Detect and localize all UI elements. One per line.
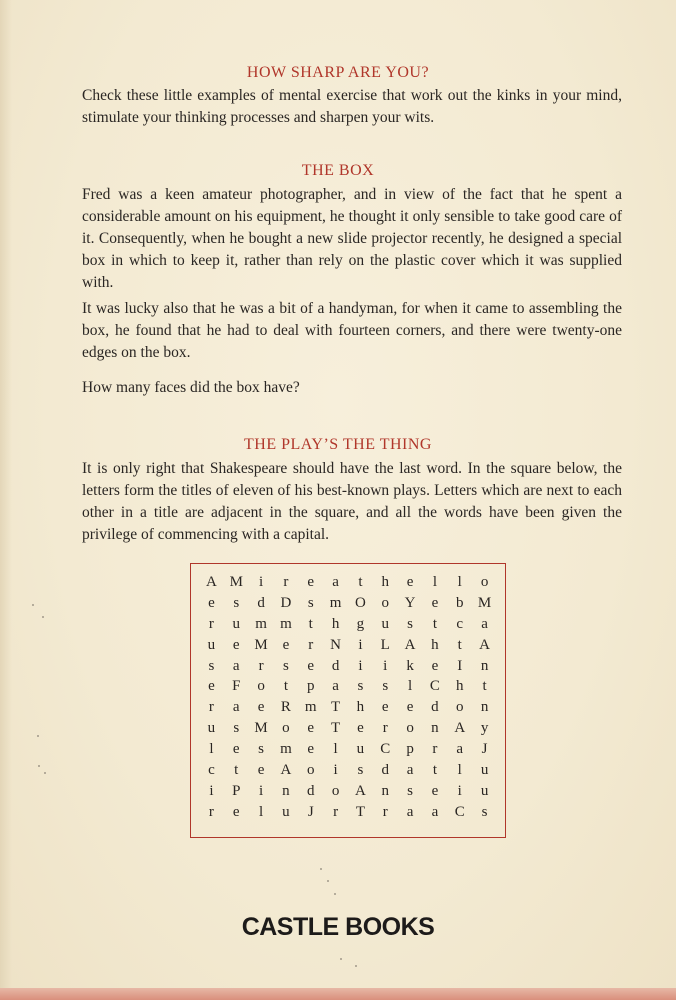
grid-letter: b <box>455 594 464 611</box>
grid-letter: i <box>358 636 363 653</box>
grid-letter: Y <box>404 594 416 611</box>
grid-letter: e <box>232 741 240 758</box>
grid-letter: i <box>333 762 338 779</box>
grid-letter: m <box>255 615 267 632</box>
letter-grid <box>199 572 497 823</box>
grid-letter: d <box>431 699 439 716</box>
grid-letter: r <box>382 803 388 820</box>
grid-letter: A <box>280 762 292 779</box>
grid-letter: a <box>406 762 414 779</box>
grid-letter: e <box>208 594 215 611</box>
grid-letter: l <box>457 574 462 590</box>
grid-letter: t <box>457 636 462 653</box>
grid-letter: s <box>407 615 413 632</box>
grid-letter: i <box>258 574 264 590</box>
grid-letter: s <box>233 720 240 737</box>
grid-letter: L <box>380 636 390 653</box>
grid-letter: h <box>431 636 439 653</box>
box-paragraph-2: It was lucky also that he was a bit of a handyman, for when it came to assembling the box, he found that he had to deal with fourteen corners, and there were twenty-one edges on the box. <box>82 300 622 361</box>
spine-shadow <box>0 0 12 1000</box>
grid-letter: i <box>209 782 214 799</box>
grid-letter: e <box>307 574 315 590</box>
grid-letter: M <box>254 720 268 737</box>
grid-letter: s <box>282 657 289 674</box>
grid-letter: h <box>455 678 464 695</box>
grid-letter: s <box>357 762 364 779</box>
grid-letter: a <box>406 803 414 820</box>
grid-letter: r <box>208 803 214 820</box>
grid-letter: M <box>254 636 268 653</box>
grid-letter: o <box>282 720 290 737</box>
section-title-how-sharp: HOW SHARP ARE YOU? <box>246 64 430 81</box>
grid-letter: t <box>234 762 239 779</box>
grid-letter: h <box>381 574 389 590</box>
grid-letter: I <box>457 657 463 674</box>
grid-letter: N <box>330 636 341 653</box>
grid-letter: y <box>480 720 489 737</box>
grid-letter: c <box>456 615 464 632</box>
grid-letter: M <box>477 594 492 611</box>
grid-letter: T <box>330 720 341 737</box>
grid-letter: a <box>332 574 339 590</box>
grid-letter: u <box>207 636 216 653</box>
letter-grid-frame <box>190 563 506 838</box>
grid-letter: u <box>480 762 489 779</box>
print-speck <box>42 616 44 618</box>
section-title-the-play: THE PLAY’S THE THING <box>244 436 432 453</box>
grid-letter: i <box>457 782 462 799</box>
print-speck <box>44 772 46 774</box>
grid-letter: u <box>207 720 216 737</box>
cover-bottom-edge <box>0 988 676 1000</box>
grid-letter: u <box>480 782 489 799</box>
grid-letter: m <box>329 594 342 611</box>
grid-letter: n <box>480 699 489 716</box>
grid-letter: e <box>431 657 439 674</box>
grid-letter: u <box>232 615 240 632</box>
publisher-logo: CASTLE BOOKS <box>241 913 435 941</box>
grid-letter: e <box>257 762 265 779</box>
grid-letter: o <box>306 762 315 779</box>
print-speck <box>327 880 329 882</box>
grid-letter: d <box>331 657 340 674</box>
grid-letter: o <box>480 574 489 590</box>
grid-letter: e <box>406 699 414 716</box>
grid-letter: n <box>381 782 389 799</box>
grid-letter: r <box>208 615 214 632</box>
grid-letter: s <box>307 594 314 611</box>
grid-letter: h <box>356 699 365 716</box>
grid-letter: t <box>432 615 437 632</box>
grid-letter: a <box>232 657 240 674</box>
grid-letter: i <box>358 657 363 674</box>
grid-letter: o <box>406 720 414 737</box>
grid-letter: a <box>232 699 240 716</box>
grid-letter: C <box>380 741 391 758</box>
grid-letter: e <box>307 720 315 737</box>
grid-letter: e <box>232 636 240 653</box>
grid-letter: J <box>307 803 314 820</box>
grid-letter: A <box>479 636 490 653</box>
grid-letter: s <box>382 678 389 695</box>
grid-letter: A <box>404 636 416 653</box>
grid-letter: g <box>356 615 365 632</box>
grid-letter: l <box>258 803 264 820</box>
grid-letter: k <box>406 657 414 674</box>
section-title-the-box: THE BOX <box>301 162 375 179</box>
grid-letter: l <box>432 574 437 590</box>
grid-letter: l <box>407 678 413 695</box>
grid-letter: C <box>429 678 440 695</box>
box-question: How many faces did the box have? <box>82 379 300 396</box>
grid-letter: e <box>381 699 389 716</box>
grid-letter: e <box>357 720 364 737</box>
grid-letter: m <box>280 741 292 758</box>
grid-letter: a <box>481 615 488 632</box>
grid-letter: a <box>431 803 439 820</box>
grid-letter: M <box>229 574 243 590</box>
grid-letter: t <box>432 762 437 779</box>
grid-letter: e <box>257 699 265 716</box>
grid-letter: e <box>431 594 439 611</box>
grid-letter: e <box>406 574 414 590</box>
grid-letter: o <box>331 782 340 799</box>
grid-letter: e <box>232 803 240 820</box>
grid-letter: A <box>205 574 217 590</box>
grid-letter: T <box>330 699 341 716</box>
grid-letter: A <box>454 720 466 737</box>
grid-letter: s <box>258 741 264 758</box>
play-paragraph: It is only right that Shakespeare should have the last word. In the square below, the letters form the titles of eleven of his best-known plays. Letters which are next to each other in a title are adjacent in the square, and all the words have been given the privilege of commencing with a capital. <box>82 460 622 543</box>
grid-letter: p <box>406 741 414 758</box>
grid-letter: s <box>233 594 240 611</box>
print-speck <box>38 765 40 767</box>
grid-letter: O <box>354 594 366 611</box>
print-speck <box>334 893 336 895</box>
print-speck <box>32 604 34 606</box>
grid-letter: n <box>282 782 290 799</box>
grid-letter: t <box>283 678 288 695</box>
grid-letter: d <box>381 762 389 779</box>
grid-letter: r <box>283 574 289 590</box>
grid-letter: t <box>308 615 313 632</box>
grid-letter: i <box>383 657 388 674</box>
grid-letter: l <box>209 741 214 758</box>
grid-letter: D <box>280 594 292 611</box>
grid-letter: d <box>306 782 315 799</box>
intro-paragraph: Check these little examples of mental exercise that work out the kinks in your mind, stimulate your thinking processes and sharpen your wits. <box>82 87 622 126</box>
grid-letter: p <box>306 678 315 695</box>
grid-letter: e <box>282 636 290 653</box>
grid-letter: u <box>356 741 365 758</box>
grid-letter: h <box>331 615 340 632</box>
grid-letter: m <box>304 699 317 716</box>
grid-letter: r <box>208 699 214 716</box>
grid-letter: c <box>208 762 215 779</box>
grid-letter: J <box>481 741 488 758</box>
grid-letter: r <box>333 803 339 820</box>
grid-letter: s <box>407 782 413 799</box>
box-paragraph-1: Fred was a keen amateur photographer, and in view of the fact that he spent a considerable amount on his equipment, he thought it only sensible to take good care of it. Consequently, when he bought a new slide projector recently, he designed a special box in which to keep it, rather than rely on the plastic cover which it was supplied with. <box>82 186 622 291</box>
grid-letter: n <box>480 657 489 674</box>
grid-letter: T <box>355 803 365 820</box>
grid-letter: P <box>232 782 241 799</box>
grid-letter: C <box>454 803 465 820</box>
grid-letter: o <box>455 699 464 716</box>
grid-letter: e <box>431 782 439 799</box>
grid-letter: d <box>257 594 265 611</box>
grid-letter: F <box>232 678 241 695</box>
grid-letter: l <box>333 741 338 758</box>
grid-letter: u <box>381 615 389 632</box>
grid-letter: s <box>208 657 215 674</box>
grid-letter: o <box>381 594 389 611</box>
grid-letter: e <box>307 741 315 758</box>
grid-letter: a <box>456 741 464 758</box>
print-speck <box>37 735 39 737</box>
print-speck <box>340 958 342 960</box>
grid-letter: r <box>258 657 264 674</box>
grid-letter: u <box>282 803 290 820</box>
grid-letter: l <box>457 762 462 779</box>
grid-letter: s <box>481 803 488 820</box>
grid-letter: a <box>332 678 339 695</box>
print-speck <box>320 868 322 870</box>
print-speck <box>355 965 357 967</box>
grid-letter: r <box>382 720 388 737</box>
grid-letter: e <box>307 657 315 674</box>
grid-letter: s <box>357 678 364 695</box>
grid-letter: A <box>354 782 366 799</box>
grid-letter: m <box>280 615 292 632</box>
grid-letter: t <box>482 678 487 695</box>
grid-letter: i <box>258 782 264 799</box>
grid-letter: n <box>431 720 439 737</box>
grid-letter: t <box>358 574 363 590</box>
grid-letter: R <box>280 699 291 716</box>
grid-letter: r <box>432 741 438 758</box>
grid-letter: r <box>308 636 314 653</box>
grid-letter: e <box>208 678 215 695</box>
grid-letter: o <box>257 678 265 695</box>
